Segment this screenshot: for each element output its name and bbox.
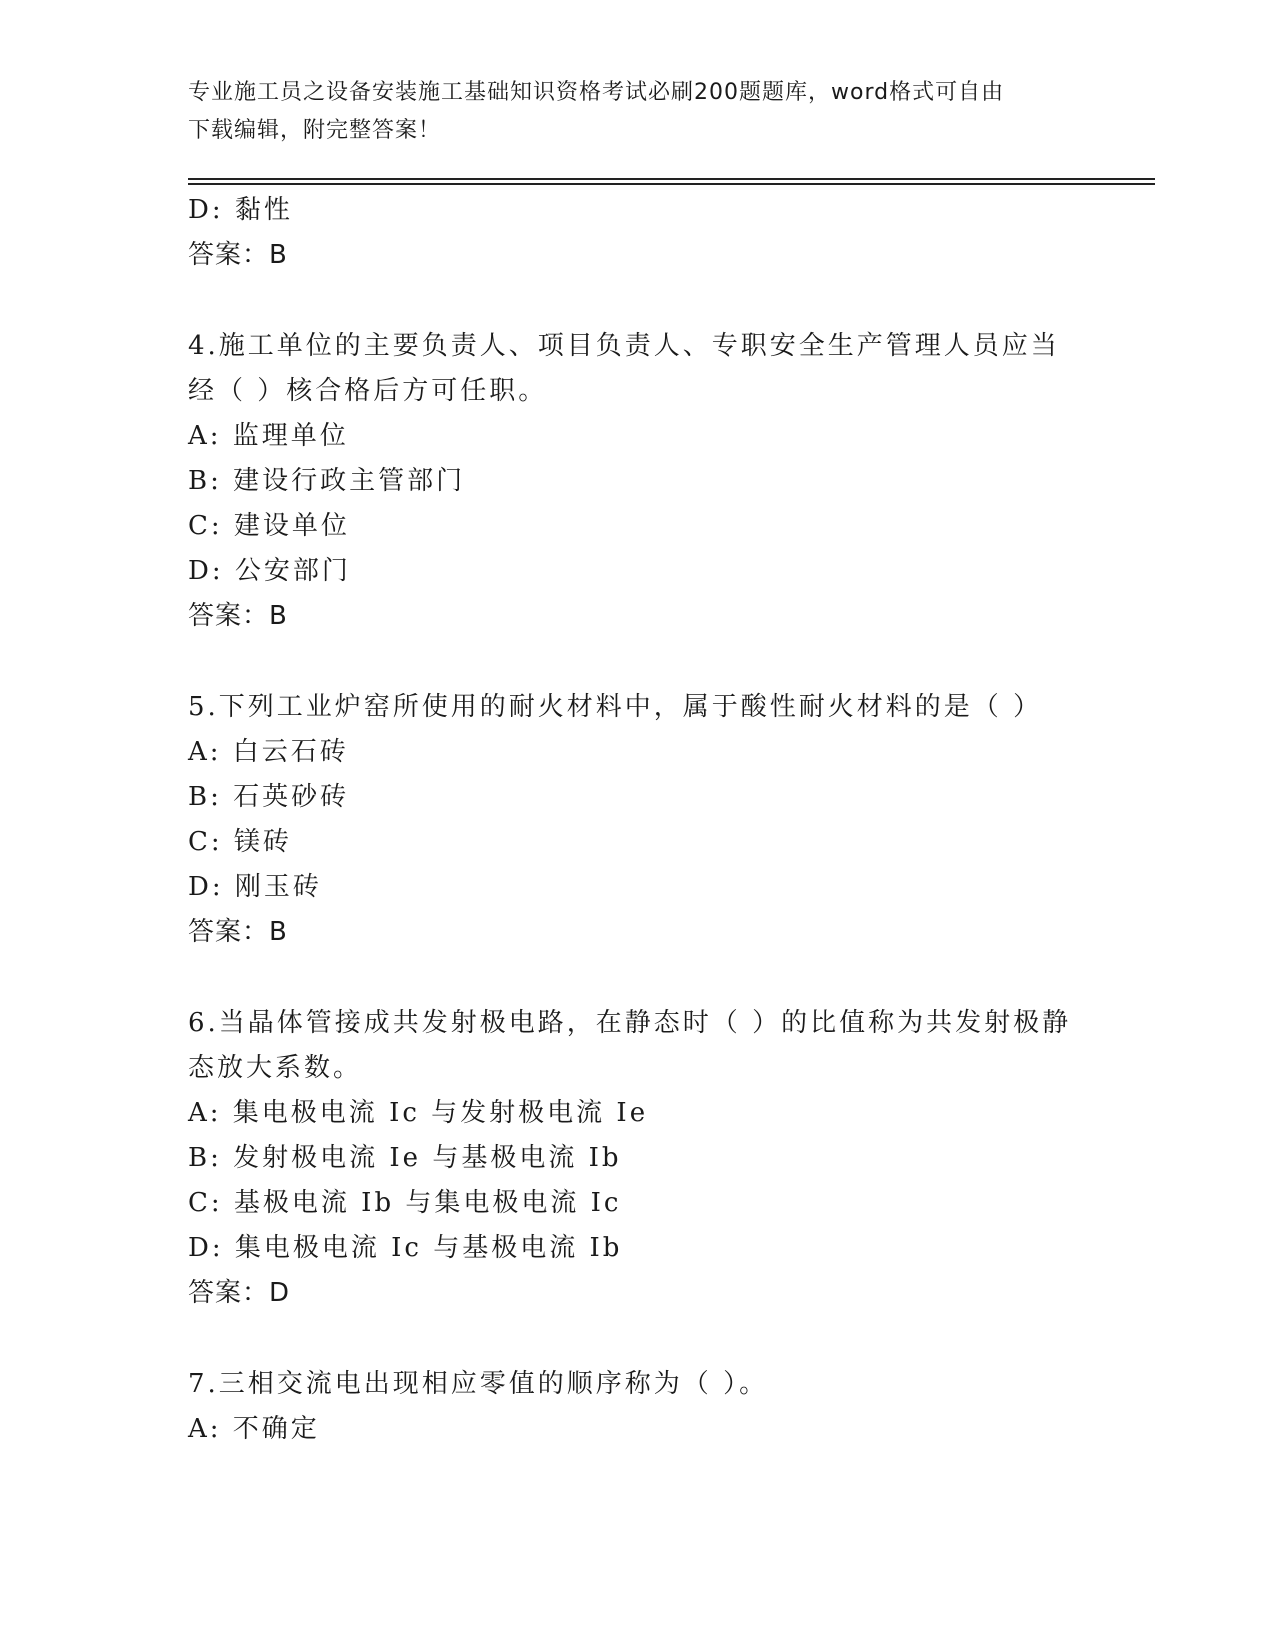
question-stem: 5.下列工业炉窑所使用的耐火材料中，属于酸性耐火材料的是（ ） bbox=[188, 692, 1043, 722]
question-gap bbox=[188, 1316, 1088, 1362]
question-gap bbox=[188, 955, 1088, 1001]
header-title-line-1: 专业施工员之设备安装施工基础知识资格考试必刷200题题库，word格式可自由 bbox=[188, 80, 1005, 105]
answer: 答案：B bbox=[188, 240, 288, 270]
option-a: A: 集电极电流 Ic 与发射极电流 Ie bbox=[188, 1098, 649, 1128]
question-7 bbox=[188, 1362, 1088, 1452]
option-b: B: 石英砂砖 bbox=[188, 782, 350, 812]
question-gap bbox=[188, 639, 1088, 685]
answer: 答案：B bbox=[188, 601, 288, 631]
question-stem: 态放大系数。 bbox=[188, 1053, 363, 1083]
option-d: D: 公安部门 bbox=[188, 556, 351, 586]
option-d: D: 黏性 bbox=[188, 195, 293, 225]
option-a: A: 白云石砖 bbox=[188, 737, 349, 767]
question-stem: 6.当晶体管接成共发射极电路，在静态时（ ）的比值称为共发射极静 bbox=[188, 1008, 1072, 1038]
question-list bbox=[188, 188, 1088, 1452]
question-gap bbox=[188, 278, 1088, 324]
answer: 答案：B bbox=[188, 917, 288, 947]
option-d: D: 刚玉砖 bbox=[188, 872, 322, 902]
answer: 答案：D bbox=[188, 1278, 291, 1308]
question-6 bbox=[188, 1001, 1088, 1316]
header-rule-bottom bbox=[188, 183, 1155, 185]
header-rule-top bbox=[188, 178, 1155, 180]
option-a: A: 不确定 bbox=[188, 1414, 320, 1444]
question-stem: 7.三相交流电出现相应零值的顺序称为（ ）。 bbox=[188, 1369, 769, 1399]
question-3-tail bbox=[188, 188, 1088, 278]
option-a: A: 监理单位 bbox=[188, 421, 349, 451]
option-b: B: 发射极电流 Ie 与基极电流 Ib bbox=[188, 1143, 622, 1173]
question-5 bbox=[188, 685, 1088, 955]
option-d: D: 集电极电流 Ic 与基极电流 Ib bbox=[188, 1233, 623, 1263]
question-stem: 4.施工单位的主要负责人、项目负责人、专职安全生产管理人员应当 bbox=[188, 331, 1060, 361]
question-stem: 经（ ）核合格后方可任职。 bbox=[188, 376, 548, 406]
header-title-line-2: 下载编辑，附完整答案！ bbox=[188, 118, 442, 143]
option-c: C: 基极电流 Ib 与集电极电流 Ic bbox=[188, 1188, 622, 1218]
question-4 bbox=[188, 324, 1088, 639]
option-c: C: 镁砖 bbox=[188, 827, 292, 857]
option-c: C: 建设单位 bbox=[188, 511, 350, 541]
document-header bbox=[188, 74, 1088, 150]
option-b: B: 建设行政主管部门 bbox=[188, 466, 466, 496]
